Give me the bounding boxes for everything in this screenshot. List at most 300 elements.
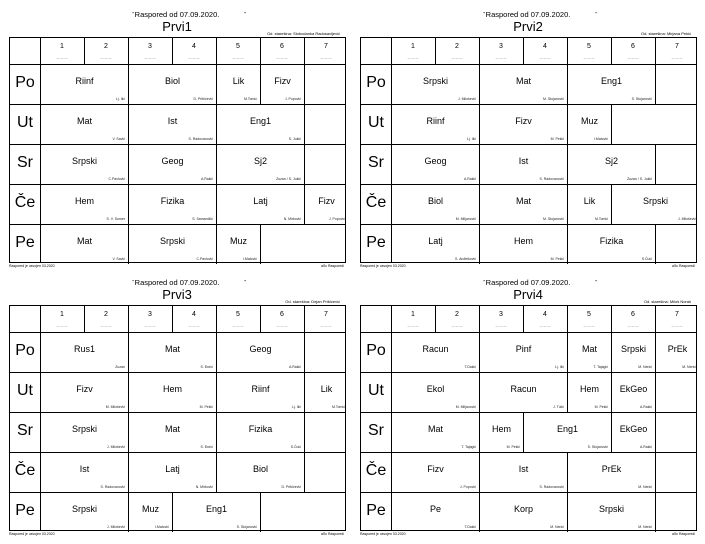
lesson-cell (392, 65, 479, 104)
lesson-cell (568, 225, 655, 264)
lesson-cell (392, 453, 479, 492)
subject-label: Srpski (159, 236, 185, 246)
lesson-cell (612, 185, 699, 224)
subject-label: Ekol (426, 384, 445, 394)
period-time: — — — (627, 56, 639, 60)
teacher-label: M. Nenić (638, 365, 652, 369)
period-number: 7 (324, 43, 328, 50)
lesson-cell (480, 65, 567, 104)
lesson-cell (217, 453, 304, 492)
period-number: 1 (411, 43, 415, 50)
subject-label: Srpski (422, 76, 448, 86)
teacher-label: I.Matović (242, 257, 257, 261)
lesson-cell (129, 413, 216, 452)
period-divider (567, 306, 568, 332)
day-label: Ut (17, 382, 33, 399)
footer-right: aSc Rasporedi (321, 532, 344, 536)
subject-label: Fizika (160, 196, 185, 206)
period-time: — — — (276, 56, 288, 60)
teacher-label: N. Mirković (283, 217, 301, 221)
subject-label: Hem (162, 384, 182, 394)
lesson-cell (524, 413, 611, 452)
teacher-label: V. Savić (112, 257, 125, 261)
period-time: — — — (495, 324, 507, 328)
period-time: — — — (627, 324, 639, 328)
day-label: Ut (368, 382, 384, 399)
teacher-label: S.Ćuić (290, 445, 301, 449)
period-divider (479, 38, 480, 64)
day-label: Sr (17, 422, 33, 439)
subject-label: Hem (491, 424, 511, 434)
lesson-cell (568, 453, 655, 492)
teacher-label: S. Jukić (288, 137, 301, 141)
empty-cell (656, 373, 699, 412)
footer-right: aSc Rasporedi (321, 264, 344, 268)
teacher-label: J. Milošević (677, 217, 696, 221)
teacher-label: M. Miljanović (455, 217, 476, 221)
period-divider (567, 38, 568, 64)
subject-label: Eng1 (556, 424, 579, 434)
period-divider (128, 38, 129, 64)
period-time: — — — (188, 56, 200, 60)
empty-cell (305, 105, 348, 144)
teacher-label: M. Pekić (506, 445, 520, 449)
period-number: 6 (631, 311, 635, 318)
class-teacher: Od. starešina: Miloš Noraš (643, 299, 691, 304)
lesson-cell (392, 413, 479, 452)
lesson-cell (41, 185, 128, 224)
subject-label: Biol (164, 76, 180, 86)
teacher-label: S. Samardžić (192, 217, 213, 221)
class-teacher: Od. starešina: Mirjana Pekić (640, 31, 691, 36)
subject-label: Geog (161, 156, 184, 166)
period-time: — — — (100, 324, 112, 328)
timetable-grid (360, 305, 697, 531)
subject-label: Sj2 (253, 156, 267, 166)
teacher-label: A.Rakić (463, 177, 476, 181)
period-time: — — — (232, 56, 244, 60)
lesson-cell (41, 225, 128, 264)
schedule-panel (359, 8, 697, 266)
teacher-label: M.Tomić (243, 97, 257, 101)
lesson-cell (568, 373, 611, 412)
period-divider (435, 38, 436, 64)
lesson-cell (41, 453, 128, 492)
lesson-cell (129, 185, 216, 224)
day-label: Po (366, 342, 386, 359)
empty-cell (305, 145, 348, 184)
class-title: Prvi4 (513, 287, 543, 302)
subject-label: Mat (515, 76, 531, 86)
subject-label: Korp (513, 504, 533, 514)
period-number: 1 (60, 43, 64, 50)
period-time: — — — (583, 324, 595, 328)
lesson-cell (612, 333, 655, 372)
subject-label: Lik (583, 196, 596, 206)
teacher-label: M. Nenić (638, 525, 652, 529)
teacher-label: A.Rakić (288, 365, 301, 369)
lesson-cell (480, 493, 567, 532)
subject-label: EkGeo (619, 384, 648, 394)
timetable-grid (9, 305, 346, 531)
subject-label: Sj2 (604, 156, 618, 166)
period-number: 3 (148, 43, 152, 50)
class-title: Prvi1 (162, 19, 192, 34)
teacher-label: S. Đorić (200, 365, 213, 369)
day-label: Če (14, 194, 36, 211)
teacher-label: Lj. Ilić (555, 365, 564, 369)
teacher-label: M. Pekić (550, 137, 564, 141)
subject-label: Ist (518, 464, 529, 474)
period-number: 1 (60, 311, 64, 318)
class-teacher: Od. starešina: Dejan Pribićević (285, 299, 340, 304)
day-label: Pe (366, 502, 386, 519)
subject-label: Mat (427, 424, 443, 434)
class-title: Prvi2 (513, 19, 543, 34)
subject-label: Muz (580, 116, 598, 126)
period-divider (435, 306, 436, 332)
subject-label: Mat (164, 424, 180, 434)
period-time: — — — (100, 56, 112, 60)
teacher-label: J. Milošević (457, 97, 476, 101)
subject-label: Ist (518, 156, 529, 166)
header-dash-right: - (595, 278, 598, 285)
teacher-label: S. Radovanović (100, 485, 125, 489)
day-label: Po (366, 74, 386, 91)
teacher-label: S. V. Sumer (106, 217, 125, 221)
teacher-label: C.Pavlović (108, 177, 125, 181)
empty-cell (305, 413, 348, 452)
period-time: — — — (583, 56, 595, 60)
lesson-cell (41, 413, 128, 452)
day-label: Po (15, 74, 35, 91)
schedule-date-header: Raspored od 07.09.2020. (485, 10, 571, 19)
subject-label: Lik (320, 384, 333, 394)
teacher-label: T.Dakić (464, 525, 476, 529)
schedule-panel (8, 8, 346, 266)
lesson-cell (217, 185, 304, 224)
class-teacher: Od. starešina: Slobodanka Radosavljević (267, 31, 340, 36)
teacher-label: A.Rakić (639, 445, 652, 449)
teacher-label: M. Pekić (594, 405, 608, 409)
period-time: — — — (276, 324, 288, 328)
subject-label: Srpski (71, 424, 97, 434)
teacher-label: M.Tomić (594, 217, 608, 221)
subject-label: Lik (232, 76, 245, 86)
teacher-label: A.Rakić (200, 177, 213, 181)
class-title: Prvi3 (162, 287, 192, 302)
footer-left: Raspored je usvojen 03.2020 (9, 264, 55, 268)
lesson-cell (129, 225, 216, 264)
lesson-cell (568, 185, 611, 224)
empty-cell (656, 493, 699, 532)
subject-label: Riinf (75, 76, 94, 86)
schedule-date-header: Raspored od 07.09.2020. (134, 278, 220, 287)
period-number: 3 (499, 311, 503, 318)
teacher-label: Zuzan / S. Jukić (276, 177, 301, 181)
lesson-cell (217, 225, 260, 264)
lesson-cell (129, 453, 216, 492)
teacher-label: A.Rakić (639, 405, 652, 409)
subject-label: Rus1 (73, 344, 95, 354)
day-label: Če (14, 462, 36, 479)
lesson-cell (129, 373, 216, 412)
lesson-cell (480, 373, 567, 412)
period-number: 4 (543, 311, 547, 318)
period-number: 7 (324, 311, 328, 318)
subject-label: Mat (164, 344, 180, 354)
period-number: 7 (675, 43, 679, 50)
teacher-label: I.Matović (593, 137, 608, 141)
period-time: — — — (495, 56, 507, 60)
header-dash-left: - (483, 10, 486, 17)
teacher-label: M. Milošević (105, 405, 125, 409)
period-divider (260, 306, 261, 332)
period-divider (611, 306, 612, 332)
lesson-cell (568, 145, 655, 184)
empty-cell (305, 453, 348, 492)
lesson-cell (217, 373, 304, 412)
subject-label: Mat (76, 116, 92, 126)
period-number: 6 (631, 43, 635, 50)
subject-label: Fizv (76, 384, 93, 394)
timetable-grid (360, 37, 697, 263)
teacher-label: S. Stojanović (631, 97, 652, 101)
period-divider (479, 306, 480, 332)
footer-left: Raspored je usvojen 03.2020 (360, 532, 406, 536)
empty-cell (656, 453, 699, 492)
empty-cell (261, 225, 348, 264)
lesson-cell (568, 493, 655, 532)
teacher-label: T.Dakić (464, 365, 476, 369)
lesson-cell (41, 333, 128, 372)
day-label: Ut (368, 114, 384, 131)
period-number: 5 (236, 311, 240, 318)
empty-cell (656, 225, 699, 264)
subject-label: Srpski (598, 504, 624, 514)
teacher-label: S. Đorić (200, 445, 213, 449)
header-dash-right: - (244, 278, 247, 285)
subject-label: Srpski (71, 156, 97, 166)
schedule-panel (359, 276, 697, 534)
teacher-label: N. Mirković (195, 485, 213, 489)
timetable-grid (9, 37, 346, 263)
period-time: — — — (671, 324, 683, 328)
subject-label: Ist (79, 464, 90, 474)
empty-cell (656, 145, 699, 184)
period-time: — — — (451, 324, 463, 328)
lesson-cell (129, 105, 216, 144)
header-dash-left: - (483, 278, 486, 285)
subject-label: Mat (581, 344, 597, 354)
subject-label: Riinf (426, 116, 445, 126)
period-divider (260, 38, 261, 64)
lesson-cell (392, 225, 479, 264)
subject-label: Muz (141, 504, 159, 514)
day-label: Če (365, 194, 387, 211)
period-time: — — — (539, 56, 551, 60)
footer-right: aSc Rasporedi (672, 264, 695, 268)
lesson-cell (129, 493, 172, 532)
teacher-label: M. Nenić (682, 365, 696, 369)
lesson-cell (656, 333, 699, 372)
day-label: Sr (17, 154, 33, 171)
subject-label: Latj (428, 236, 443, 246)
teacher-label: Lj. Ilić (116, 97, 125, 101)
subject-label: Eng1 (600, 76, 623, 86)
lesson-cell (217, 333, 304, 372)
lesson-cell (129, 65, 216, 104)
lesson-cell (41, 105, 128, 144)
lesson-cell (568, 333, 611, 372)
teacher-label: S. Radovanović (539, 485, 564, 489)
lesson-cell (480, 333, 567, 372)
period-number: 3 (499, 43, 503, 50)
lesson-cell (217, 145, 304, 184)
subject-label: Srpski (620, 344, 646, 354)
lesson-cell (392, 185, 479, 224)
lesson-cell (41, 373, 128, 412)
empty-cell (656, 65, 699, 104)
empty-cell (261, 493, 348, 532)
period-number: 5 (236, 43, 240, 50)
teacher-label: J. Milošević (106, 525, 125, 529)
subject-label: PrEk (601, 464, 622, 474)
period-number: 2 (104, 311, 108, 318)
lesson-cell (41, 493, 128, 532)
teacher-label: M. Stojanović (542, 97, 564, 101)
teacher-label: M. Miljanović (455, 405, 476, 409)
period-number: 1 (411, 311, 415, 318)
teacher-label: T. Tajagić (593, 365, 608, 369)
period-time: — — — (56, 324, 68, 328)
period-number: 2 (455, 43, 459, 50)
day-label: Po (15, 342, 35, 359)
header-dash-right: - (595, 10, 598, 17)
teacher-label: I.Matović (154, 525, 169, 529)
day-label: Ut (17, 114, 33, 131)
subject-label: Riinf (251, 384, 270, 394)
teacher-label: J. Popović (459, 485, 476, 489)
day-label: Pe (366, 234, 386, 251)
empty-cell (656, 413, 699, 452)
lesson-cell (480, 453, 567, 492)
lesson-cell (217, 105, 304, 144)
period-divider (304, 38, 305, 64)
teacher-label: S. Stojanović (587, 445, 608, 449)
period-divider (84, 38, 85, 64)
lesson-cell (392, 105, 479, 144)
day-label: Pe (15, 502, 35, 519)
subject-label: Fizv (515, 116, 532, 126)
subject-label: Biol (252, 464, 268, 474)
period-time: — — — (232, 324, 244, 328)
lesson-cell (612, 373, 655, 412)
period-divider (655, 38, 656, 64)
period-divider (172, 306, 173, 332)
teacher-label: Lj. Ilić (292, 405, 301, 409)
subject-label: Geog (424, 156, 447, 166)
lesson-cell (392, 333, 479, 372)
schedule-date-header: Raspored od 07.09.2020. (485, 278, 571, 287)
schedule-date-header: Raspored od 07.09.2020. (134, 10, 220, 19)
period-divider (523, 306, 524, 332)
subject-label: Fizv (318, 196, 335, 206)
teacher-label: J. Popović (284, 97, 301, 101)
lesson-cell (129, 333, 216, 372)
header-dash-right: - (244, 10, 247, 17)
teacher-label: J. Tulić (553, 405, 564, 409)
lesson-cell (392, 373, 479, 412)
period-divider (84, 306, 85, 332)
footer-left: Raspored je usvojen 03.2020 (9, 532, 55, 536)
period-number: 5 (587, 311, 591, 318)
subject-label: Muz (229, 236, 247, 246)
period-time: — — — (144, 324, 156, 328)
period-divider (611, 38, 612, 64)
period-number: 5 (587, 43, 591, 50)
subject-label: Geog (249, 344, 272, 354)
period-number: 7 (675, 311, 679, 318)
period-number: 4 (192, 311, 196, 318)
subject-label: Fizv (427, 464, 444, 474)
teacher-label: Zuzan / S. Jukić (627, 177, 652, 181)
period-time: — — — (539, 324, 551, 328)
schedule-panel (8, 276, 346, 534)
teacher-label: C.Pavlović (196, 257, 213, 261)
lesson-cell (568, 65, 655, 104)
period-divider (523, 38, 524, 64)
subject-label: Fizv (274, 76, 291, 86)
lesson-cell (173, 493, 260, 532)
teacher-label: S.Ćuić (641, 257, 652, 261)
period-time: — — — (188, 324, 200, 328)
lesson-cell (612, 413, 655, 452)
teacher-label: S. Anđelković (454, 257, 476, 261)
subject-label: Hem (74, 196, 94, 206)
empty-cell (305, 65, 348, 104)
period-number: 2 (104, 43, 108, 50)
subject-label: Srpski (71, 504, 97, 514)
period-time: — — — (407, 324, 419, 328)
period-number: 6 (280, 43, 284, 50)
teacher-label: J. Milošević (106, 445, 125, 449)
subject-label: Eng1 (249, 116, 272, 126)
empty-cell (305, 333, 348, 372)
lesson-cell (568, 105, 611, 144)
period-number: 4 (192, 43, 196, 50)
teacher-label: T. Tajagić (461, 445, 476, 449)
subject-label: Hem (513, 236, 533, 246)
lesson-cell (480, 105, 567, 144)
subject-label: Latj (165, 464, 180, 474)
footer-right: aSc Rasporedi (672, 532, 695, 536)
teacher-label: S. Stojanović (236, 525, 257, 529)
subject-label: Racun (422, 344, 449, 354)
lesson-cell (41, 65, 128, 104)
day-label: Pe (15, 234, 35, 251)
period-time: — — — (56, 56, 68, 60)
period-divider (128, 306, 129, 332)
subject-label: Latj (253, 196, 268, 206)
period-divider (172, 38, 173, 64)
day-label: Če (365, 462, 387, 479)
period-number: 3 (148, 311, 152, 318)
subject-label: Mat (515, 196, 531, 206)
footer-left: Raspored je usvojen 03.2020 (360, 264, 406, 268)
teacher-label: M. Stojanović (542, 217, 564, 221)
period-number: 4 (543, 43, 547, 50)
